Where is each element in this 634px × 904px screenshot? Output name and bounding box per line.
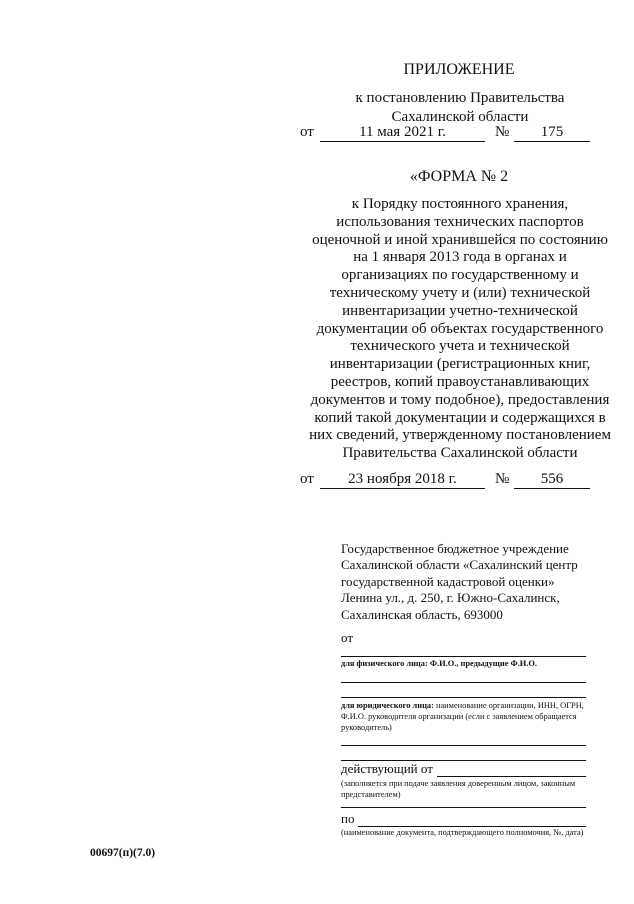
resolution-date-line (320, 141, 485, 142)
form-description (290, 196, 630, 463)
document-code: 00697(п)(7.0) (90, 847, 156, 859)
acting-label: действующий от (341, 761, 433, 776)
legal-entity-hint (341, 700, 593, 733)
description-line: к Порядку постоянного хранения, (351, 196, 569, 212)
subtitle-line: Сахалинской области (391, 109, 529, 125)
order-number: 556 (540, 471, 564, 487)
description-line: использования технических паспортов (336, 213, 584, 230)
addressee-line: Сахалинская область, 693000 (341, 606, 503, 622)
applicant-name-field[interactable] (341, 656, 586, 657)
description-line: документации об объектах государственного (316, 320, 604, 337)
order-number-line (514, 488, 590, 489)
description-line: документов и тому подобное), предоставления (310, 391, 610, 408)
order-date: 23 ноября 2018 г. (348, 471, 457, 487)
appendix-title: ПРИЛОЖЕНИЕ (403, 61, 515, 78)
applicant-from-label: от (341, 630, 354, 645)
applicant-name-field-2[interactable] (341, 682, 586, 683)
description-line: технического учета и технической (350, 338, 570, 355)
description-line: них сведений, утвержденному постановлением (309, 427, 611, 444)
order-from-label: от (300, 471, 314, 487)
applicant-legal-field-2[interactable] (341, 745, 586, 746)
resolution-number: 175 (540, 124, 564, 140)
resolution-number-line (514, 141, 590, 142)
description-line: Правительства Сахалинской области (342, 445, 578, 462)
description-line: инвентаризации (регистрационных книг, (329, 356, 591, 373)
description-line: на 1 января 2013 года в органах и (353, 249, 567, 266)
appendix-subtitle (300, 89, 620, 127)
legal-entity-hint-bold: для юридического лица: (341, 701, 434, 710)
subtitle-line: к постановлению Правительства (355, 90, 565, 106)
legal-entity-hint-rest: наименование организации, ИНН, ОГРН, Ф.И.О. руководителя организации (если с заявлением обращается руководитель) (341, 701, 584, 732)
acting-field-2[interactable] (341, 807, 586, 808)
by-label: по (341, 811, 355, 826)
acting-field[interactable] (437, 776, 586, 777)
order-date-line (320, 488, 485, 489)
addressee-line: Сахалинской области «Сахалинский центр (341, 557, 578, 573)
description-line: техническому учету и (или) технической (329, 284, 591, 301)
individual-hint: для физического лица: Ф.И.О., предыдущие Ф.И.О. (341, 659, 538, 668)
applicant-legal-field[interactable] (341, 697, 586, 698)
description-line: копий такой документации и содержащихся в (314, 409, 606, 426)
description-line: реестров, копий правоустанавливающих (330, 373, 590, 390)
form-label: «ФОРМА № 2 (409, 168, 509, 185)
acting-hint: (заполняется при подаче заявления доверенным лицом, законным представителем) (341, 779, 576, 799)
resolution-date: 11 мая 2021 г. (359, 124, 446, 140)
addressee-line: Ленина ул., д. 250, г. Южно-Сахалинск, (341, 590, 560, 606)
by-document-hint: (наименование документа, подтверждающего полномочия, №, дата) (341, 828, 584, 837)
description-line: инвентаризации учетно-технической (342, 302, 578, 319)
description-line: организациях по государственному и (341, 267, 579, 284)
addressee-block (341, 541, 621, 623)
resolution-number-label: № (495, 124, 510, 140)
description-line: оценочной и иной хранившейся по состоянию (312, 231, 608, 248)
addressee-line: Государственное бюджетное учреждение (341, 541, 569, 556)
addressee-line: государственной кадастровой оценки» (341, 573, 555, 589)
resolution-from-label: от (300, 124, 314, 140)
order-number-label: № (495, 471, 510, 487)
